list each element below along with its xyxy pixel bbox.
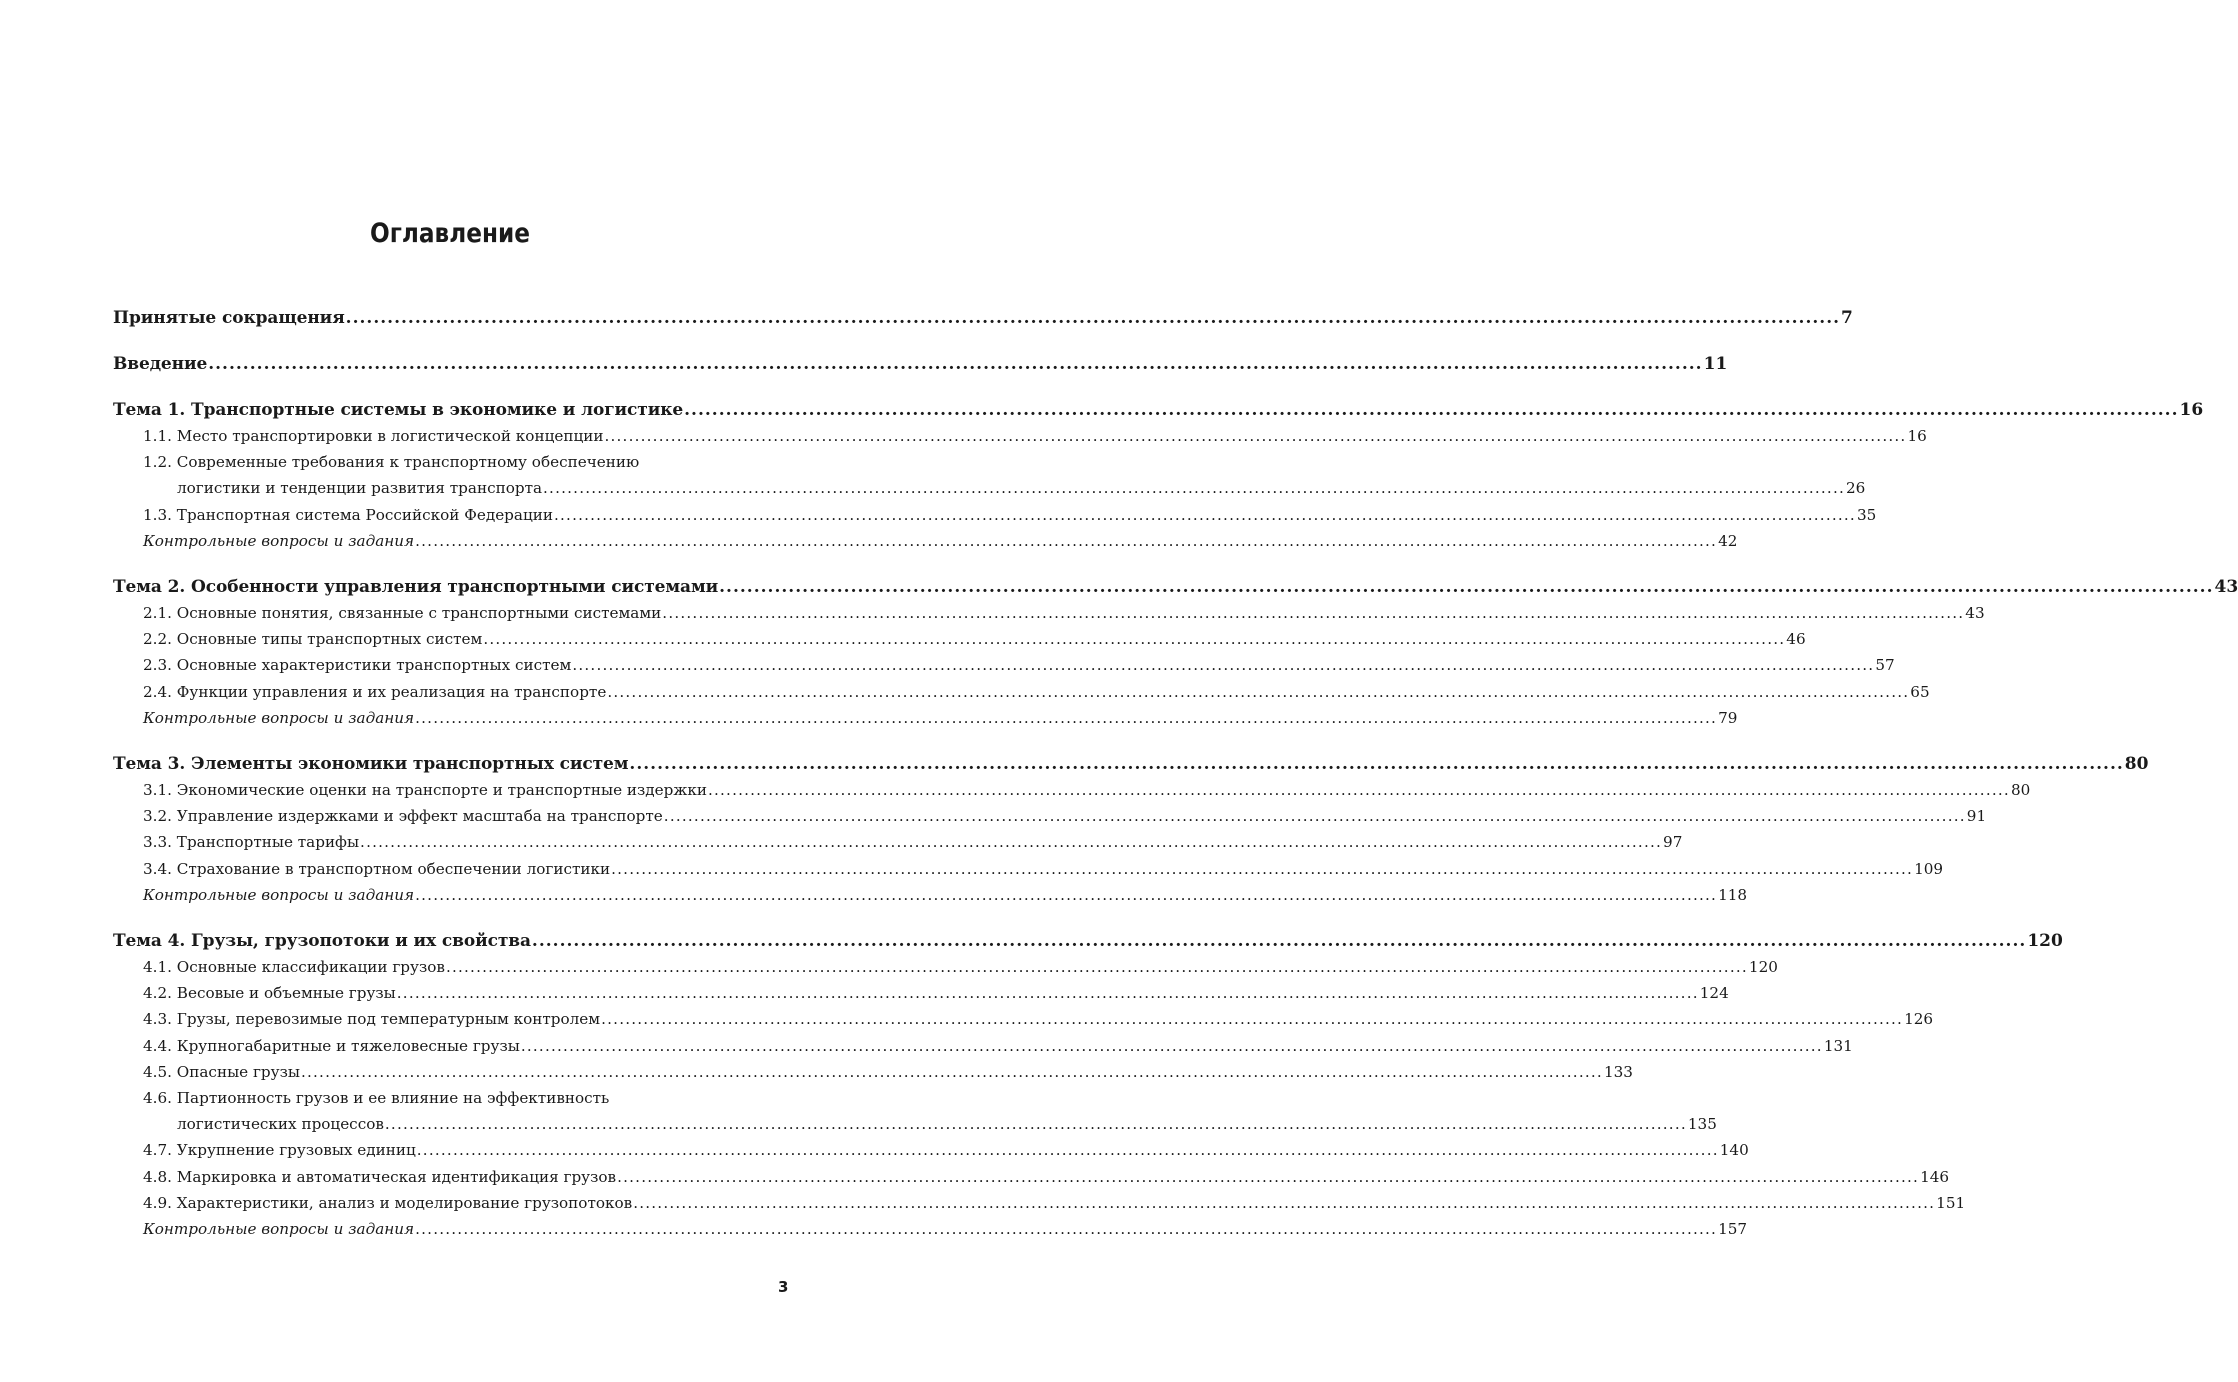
toc-topic-page: 80 <box>2124 754 2149 775</box>
toc-entry-page: 42 <box>1718 531 1738 550</box>
table-of-contents <box>113 305 2238 1242</box>
dot-leader <box>208 351 1702 377</box>
toc-entry-page: 151 <box>1936 1193 1966 1212</box>
toc-subsection-entry[interactable] <box>143 829 1683 855</box>
toc-entry-page: 131 <box>1823 1036 1853 1055</box>
toc-entry-label: Принятые сокращения <box>113 308 345 328</box>
toc-entry-page: 11 <box>1703 354 1728 374</box>
topics-list <box>113 397 2238 1242</box>
toc-topic-label: Тема 4. Грузы, грузопотоки и их свойства <box>113 931 531 952</box>
toc-topic-label: Тема 3. Элементы экономики транспортных систем <box>113 754 629 775</box>
dot-leader <box>397 980 1699 1006</box>
dot-leader <box>483 626 1785 652</box>
toc-entry-page: 133 <box>1603 1062 1633 1081</box>
toc-entry-page: 124 <box>1699 984 1729 1003</box>
toc-topic-label: Тема 1. Транспортные системы в экономике и логистике <box>113 400 684 420</box>
toc-entry-page: 16 <box>1907 427 1927 445</box>
toc-subsection-entry[interactable] <box>143 1033 1853 1059</box>
dot-leader <box>415 528 1717 554</box>
dot-leader <box>543 475 1845 501</box>
page-number: 3 <box>778 1278 789 1296</box>
toc-subsection-entry[interactable] <box>143 1059 1633 1085</box>
toc-entry-label-continued: логистики и тенденции развития транспорта <box>177 479 543 498</box>
toc-entry-label: 3.4. Страхование в транспортном обеспечении логистики <box>143 859 611 878</box>
toc-entry-label: 1.2. Современные требования к транспортному обеспечению <box>143 453 640 472</box>
toc-topic-page: 43 <box>2214 577 2238 598</box>
toc-entry-label: 4.2. Весовые и объемные грузы <box>143 984 396 1003</box>
toc-entry-label: Контрольные вопросы и задания <box>143 885 415 904</box>
toc-entry-page: 157 <box>1718 1220 1748 1239</box>
toc-subsection-entry[interactable] <box>143 856 1944 882</box>
toc-entry-label: 3.2. Управление издержками и эффект масштаба на транспорте <box>143 807 663 826</box>
toc-entry-label: 2.1. Основные понятия, связанные с транспортными системами <box>143 604 662 623</box>
dot-leader <box>604 423 1906 449</box>
toc-entry-label: 2.2. Основные типы транспортных систем <box>143 630 483 649</box>
toc-subsection-entry[interactable] <box>143 449 1866 501</box>
toc-entry-introduction[interactable] <box>113 351 1728 377</box>
dot-leader <box>607 679 1909 705</box>
dot-leader <box>301 1059 1603 1085</box>
toc-entry-page: 43 <box>1965 604 1985 623</box>
toc-subsection-entry[interactable] <box>143 1137 1749 1163</box>
toc-entry-label: 4.4. Крупногабаритные и тяжеловесные грузы <box>143 1036 520 1055</box>
dot-leader <box>385 1111 1687 1137</box>
dot-leader <box>446 954 1748 980</box>
dot-leader <box>664 803 1966 829</box>
dot-leader <box>601 1006 1903 1032</box>
dot-leader <box>617 1164 1919 1190</box>
dot-leader <box>346 305 1840 331</box>
dot-leader <box>611 856 1913 882</box>
toc-subsection-entry[interactable] <box>143 803 1987 829</box>
toc-entry-page: 120 <box>1748 958 1778 977</box>
dot-leader <box>662 600 1964 626</box>
toc-entry-label: Контрольные вопросы и задания <box>143 708 415 727</box>
dot-leader <box>629 751 2123 777</box>
toc-entry-label: 4.7. Укрупнение грузовых единиц <box>143 1141 416 1160</box>
toc-entry-label: 3.1. Экономические оценки на транспорте и транспортные издержки <box>143 781 707 800</box>
toc-entry-page: 57 <box>1875 656 1895 675</box>
toc-entry-label: 2.4. Функции управления и их реализация на транспорте <box>143 682 607 701</box>
toc-entry-label: 4.1. Основные классификации грузов <box>143 958 445 977</box>
toc-entry-page: 118 <box>1718 885 1748 904</box>
toc-entry-page: 65 <box>1910 682 1930 701</box>
toc-entry-page: 80 <box>2010 781 2031 800</box>
toc-entry-label: Контрольные вопросы и задания <box>143 531 415 550</box>
toc-subsection-entry[interactable] <box>143 1085 1717 1137</box>
toc-entry-page: 46 <box>1786 630 1806 649</box>
toc-entry-label: 1.1. Место транспортировки в логистической концепции <box>143 427 604 445</box>
toc-entry-label: 4.8. Маркировка и автоматическая идентификация грузов <box>143 1167 617 1186</box>
toc-questions-entry[interactable] <box>143 705 1738 731</box>
toc-entry-page: 26 <box>1846 479 1866 498</box>
toc-subsection-entry[interactable] <box>143 600 1985 626</box>
dot-leader <box>415 705 1717 731</box>
page-title: Оглавление <box>369 218 531 249</box>
toc-entry-page: 109 <box>1914 859 1944 878</box>
toc-entry-label-continued: логистических процессов <box>177 1115 384 1134</box>
toc-subsection-entry[interactable] <box>143 777 2031 803</box>
dot-leader <box>532 928 2026 954</box>
dot-leader <box>719 574 2213 600</box>
toc-entry-abbreviations[interactable] <box>113 305 1853 331</box>
dot-leader <box>554 502 1856 528</box>
toc-subsection-entry[interactable] <box>143 1190 1966 1216</box>
toc-topic-label: Тема 2. Особенности управления транспортными системами <box>113 577 719 598</box>
dot-leader <box>415 882 1717 908</box>
toc-topic-page: 16 <box>2179 400 2204 420</box>
dot-leader <box>708 777 2010 803</box>
dot-leader <box>417 1137 1719 1163</box>
toc-subsection-entry[interactable] <box>143 954 1778 980</box>
dot-leader <box>572 652 1874 678</box>
toc-entry-label: 3.3. Транспортные тарифы <box>143 833 360 852</box>
toc-entry-label: Введение <box>113 354 208 374</box>
toc-subsection-entry[interactable] <box>143 980 1729 1006</box>
toc-subsection-entry[interactable] <box>143 626 1806 652</box>
toc-entry-page: 79 <box>1718 708 1738 727</box>
toc-subsection-entry[interactable] <box>143 1006 1934 1032</box>
toc-entry-label: 2.3. Основные характеристики транспортных систем <box>143 656 572 675</box>
toc-questions-entry[interactable] <box>143 1216 1748 1242</box>
toc-topic-3[interactable] <box>113 751 2149 777</box>
toc-subsection-entry[interactable] <box>143 652 1895 678</box>
toc-entry-label: Контрольные вопросы и задания <box>143 1220 415 1239</box>
toc-topic-page: 120 <box>2027 931 2063 952</box>
toc-subsection-entry[interactable] <box>143 1164 1950 1190</box>
toc-questions-entry[interactable] <box>143 528 1738 554</box>
dot-leader <box>360 829 1662 855</box>
toc-entry-page: 146 <box>1920 1167 1950 1186</box>
toc-entry-page: 35 <box>1856 505 1877 524</box>
toc-questions-entry[interactable] <box>143 882 1748 908</box>
toc-topic-4[interactable] <box>113 928 2063 954</box>
toc-entry-page: 140 <box>1719 1141 1749 1160</box>
toc-topic-1[interactable] <box>113 397 2204 423</box>
toc-entry-label: 4.6. Партионность грузов и ее влияние на эффективность <box>143 1089 610 1108</box>
toc-subsection-entry[interactable] <box>143 423 1927 449</box>
toc-entry-page: 126 <box>1904 1010 1934 1029</box>
dot-leader <box>684 397 2178 423</box>
toc-entry-page: 7 <box>1841 308 1853 328</box>
dot-leader <box>633 1190 1935 1216</box>
dot-leader <box>521 1033 1823 1059</box>
toc-entry-label: 4.9. Характеристики, анализ и моделирование грузопотоков <box>143 1193 633 1212</box>
toc-entry-page: 135 <box>1687 1115 1717 1134</box>
toc-subsection-entry[interactable] <box>143 679 1930 705</box>
toc-entry-label: 4.3. Грузы, перевозимые под температурным контролем <box>143 1010 601 1029</box>
dot-leader <box>415 1216 1717 1242</box>
toc-entry-label: 1.3. Транспортная система Российской Федерации <box>143 505 553 524</box>
toc-topic-2[interactable] <box>113 574 2238 600</box>
toc-entry-page: 97 <box>1663 833 1683 852</box>
toc-subsection-entry[interactable] <box>143 502 1877 528</box>
toc-entry-page: 91 <box>1966 807 1987 826</box>
toc-entry-label: 4.5. Опасные грузы <box>143 1062 300 1081</box>
